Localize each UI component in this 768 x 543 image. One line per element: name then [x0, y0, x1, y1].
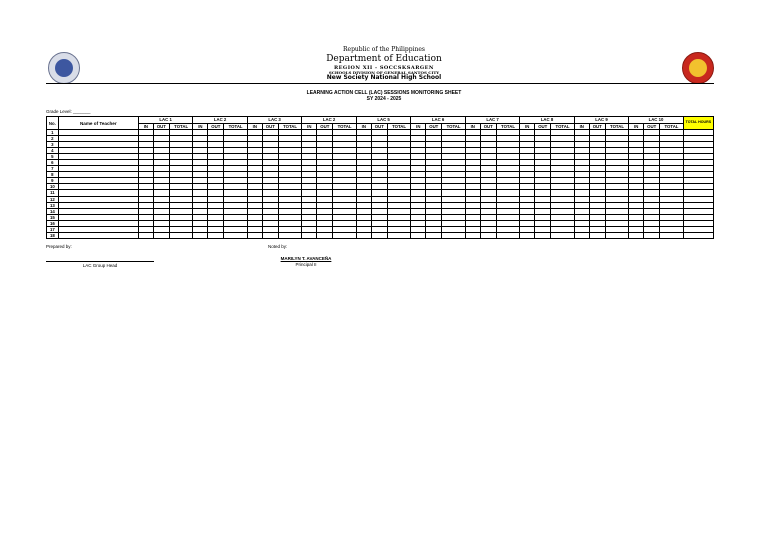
subheader-out: OUT: [480, 123, 496, 130]
row-number: 8: [47, 172, 59, 178]
entry-cell[interactable]: [520, 232, 535, 238]
entry-cell[interactable]: [442, 232, 466, 238]
entry-cell[interactable]: [629, 232, 644, 238]
subheader-in: IN: [465, 123, 480, 130]
subheader-total: TOTAL: [605, 123, 629, 130]
entry-cell[interactable]: [644, 232, 660, 238]
entry-cell[interactable]: [371, 232, 387, 238]
entry-cell[interactable]: [317, 232, 333, 238]
entry-cell[interactable]: [465, 232, 480, 238]
column-header-lac: LAC 6: [411, 117, 465, 124]
entry-cell[interactable]: [551, 232, 575, 238]
header-republic: Republic of the Philippines: [343, 46, 425, 53]
prepared-by-label: Prepared by:: [46, 244, 72, 249]
subheader-out: OUT: [153, 123, 169, 130]
header-department: Department of Education: [326, 54, 442, 64]
subheader-total: TOTAL: [442, 123, 466, 130]
entry-cell[interactable]: [278, 232, 302, 238]
subheader-out: OUT: [317, 123, 333, 130]
row-number: 16: [47, 220, 59, 226]
entry-cell[interactable]: [660, 232, 684, 238]
column-header-name: Name of Teacher: [58, 117, 138, 130]
subheader-total: TOTAL: [660, 123, 684, 130]
header-school: New Society National High School: [326, 74, 442, 81]
column-header-lac: LAC 10: [629, 117, 683, 124]
entry-cell[interactable]: [333, 232, 357, 238]
monitoring-table: [46, 116, 714, 239]
entry-cell[interactable]: [589, 232, 605, 238]
header-row-subcolumns: [47, 123, 714, 130]
subheader-total: TOTAL: [551, 123, 575, 130]
row-number: 13: [47, 202, 59, 208]
sheet-title: LEARNING ACTION CELL (LAC) SESSIONS MONITORING SHEET: [306, 90, 462, 96]
grade-level-field: Grade Level: _______: [46, 109, 91, 114]
subheader-total: TOTAL: [278, 123, 302, 130]
row-number: 4: [47, 148, 59, 154]
entry-cell[interactable]: [356, 232, 371, 238]
entry-cell[interactable]: [605, 232, 629, 238]
header-region: REGION XII - SOCCSKSARGEN: [333, 65, 435, 71]
entry-cell[interactable]: [302, 232, 317, 238]
entry-cell[interactable]: [193, 232, 208, 238]
column-header-lac: LAC 2: [193, 117, 247, 124]
column-header-lac: LAC 5: [356, 117, 410, 124]
subheader-total: TOTAL: [496, 123, 520, 130]
entry-cell[interactable]: [208, 232, 224, 238]
entry-cell[interactable]: [224, 232, 248, 238]
subheader-out: OUT: [589, 123, 605, 130]
noted-by-name: MARILYN T. AVANCEÑA: [280, 256, 332, 261]
row-number: 3: [47, 142, 59, 148]
entry-cell[interactable]: [153, 232, 169, 238]
subheader-in: IN: [247, 123, 262, 130]
row-number: 18: [47, 232, 59, 238]
row-number: 17: [47, 226, 59, 232]
row-number: 6: [47, 160, 59, 166]
subheader-in: IN: [138, 123, 153, 130]
column-header-lac: LAC 9: [574, 117, 628, 124]
subheader-in: IN: [356, 123, 371, 130]
subheader-out: OUT: [371, 123, 387, 130]
header-divider: [46, 83, 714, 84]
row-number: 15: [47, 214, 59, 220]
header-division: SCHOOLS DIVISION OF GENERAL SANTOS CITY: [328, 70, 440, 75]
column-header-lac: LAC 8: [520, 117, 574, 124]
subheader-total: TOTAL: [387, 123, 411, 130]
noted-by-role: Principal II: [295, 262, 317, 267]
entry-cell[interactable]: [411, 232, 426, 238]
subheader-in: IN: [629, 123, 644, 130]
column-header-lac: LAC 7: [465, 117, 519, 124]
entry-cell[interactable]: [496, 232, 520, 238]
prepared-by-role: LAC Group Head: [82, 263, 118, 268]
subheader-out: OUT: [426, 123, 442, 130]
column-header-lac: LAC 2: [302, 117, 356, 124]
subheader-total: TOTAL: [224, 123, 248, 130]
prepared-signature-line: [46, 261, 154, 262]
column-header-lac: LAC 3: [247, 117, 301, 124]
subheader-total: TOTAL: [169, 123, 193, 130]
column-header-total-hours: TOTAL HOURS: [683, 117, 713, 130]
entry-cell[interactable]: [535, 232, 551, 238]
entry-cell[interactable]: [138, 232, 153, 238]
row-number: 10: [47, 184, 59, 190]
table-row: [47, 232, 714, 238]
teacher-name-cell[interactable]: [58, 232, 138, 238]
column-header-lac: LAC 1: [138, 117, 192, 124]
row-number: 11: [47, 190, 59, 196]
subheader-in: IN: [193, 123, 208, 130]
entry-cell[interactable]: [262, 232, 278, 238]
column-header-no: No.: [47, 117, 59, 130]
row-number: 2: [47, 136, 59, 142]
subheader-out: OUT: [208, 123, 224, 130]
entry-cell[interactable]: [683, 232, 713, 238]
row-number: 14: [47, 208, 59, 214]
entry-cell[interactable]: [387, 232, 411, 238]
row-number: 1: [47, 130, 59, 136]
entry-cell[interactable]: [574, 232, 589, 238]
row-number: 12: [47, 196, 59, 202]
subheader-in: IN: [520, 123, 535, 130]
row-number: 5: [47, 154, 59, 160]
noted-by-label: Noted by:: [268, 244, 288, 249]
subheader-in: IN: [302, 123, 317, 130]
entry-cell[interactable]: [169, 232, 193, 238]
row-number: 9: [47, 178, 59, 184]
table-body: [47, 130, 714, 239]
subheader-out: OUT: [644, 123, 660, 130]
sheet-school-year: SY 2024 - 2025: [366, 96, 402, 102]
entry-cell[interactable]: [426, 232, 442, 238]
subheader-out: OUT: [535, 123, 551, 130]
subheader-in: IN: [411, 123, 426, 130]
subheader-in: IN: [574, 123, 589, 130]
subheader-total: TOTAL: [333, 123, 357, 130]
row-number: 7: [47, 166, 59, 172]
entry-cell[interactable]: [247, 232, 262, 238]
entry-cell[interactable]: [480, 232, 496, 238]
subheader-out: OUT: [262, 123, 278, 130]
